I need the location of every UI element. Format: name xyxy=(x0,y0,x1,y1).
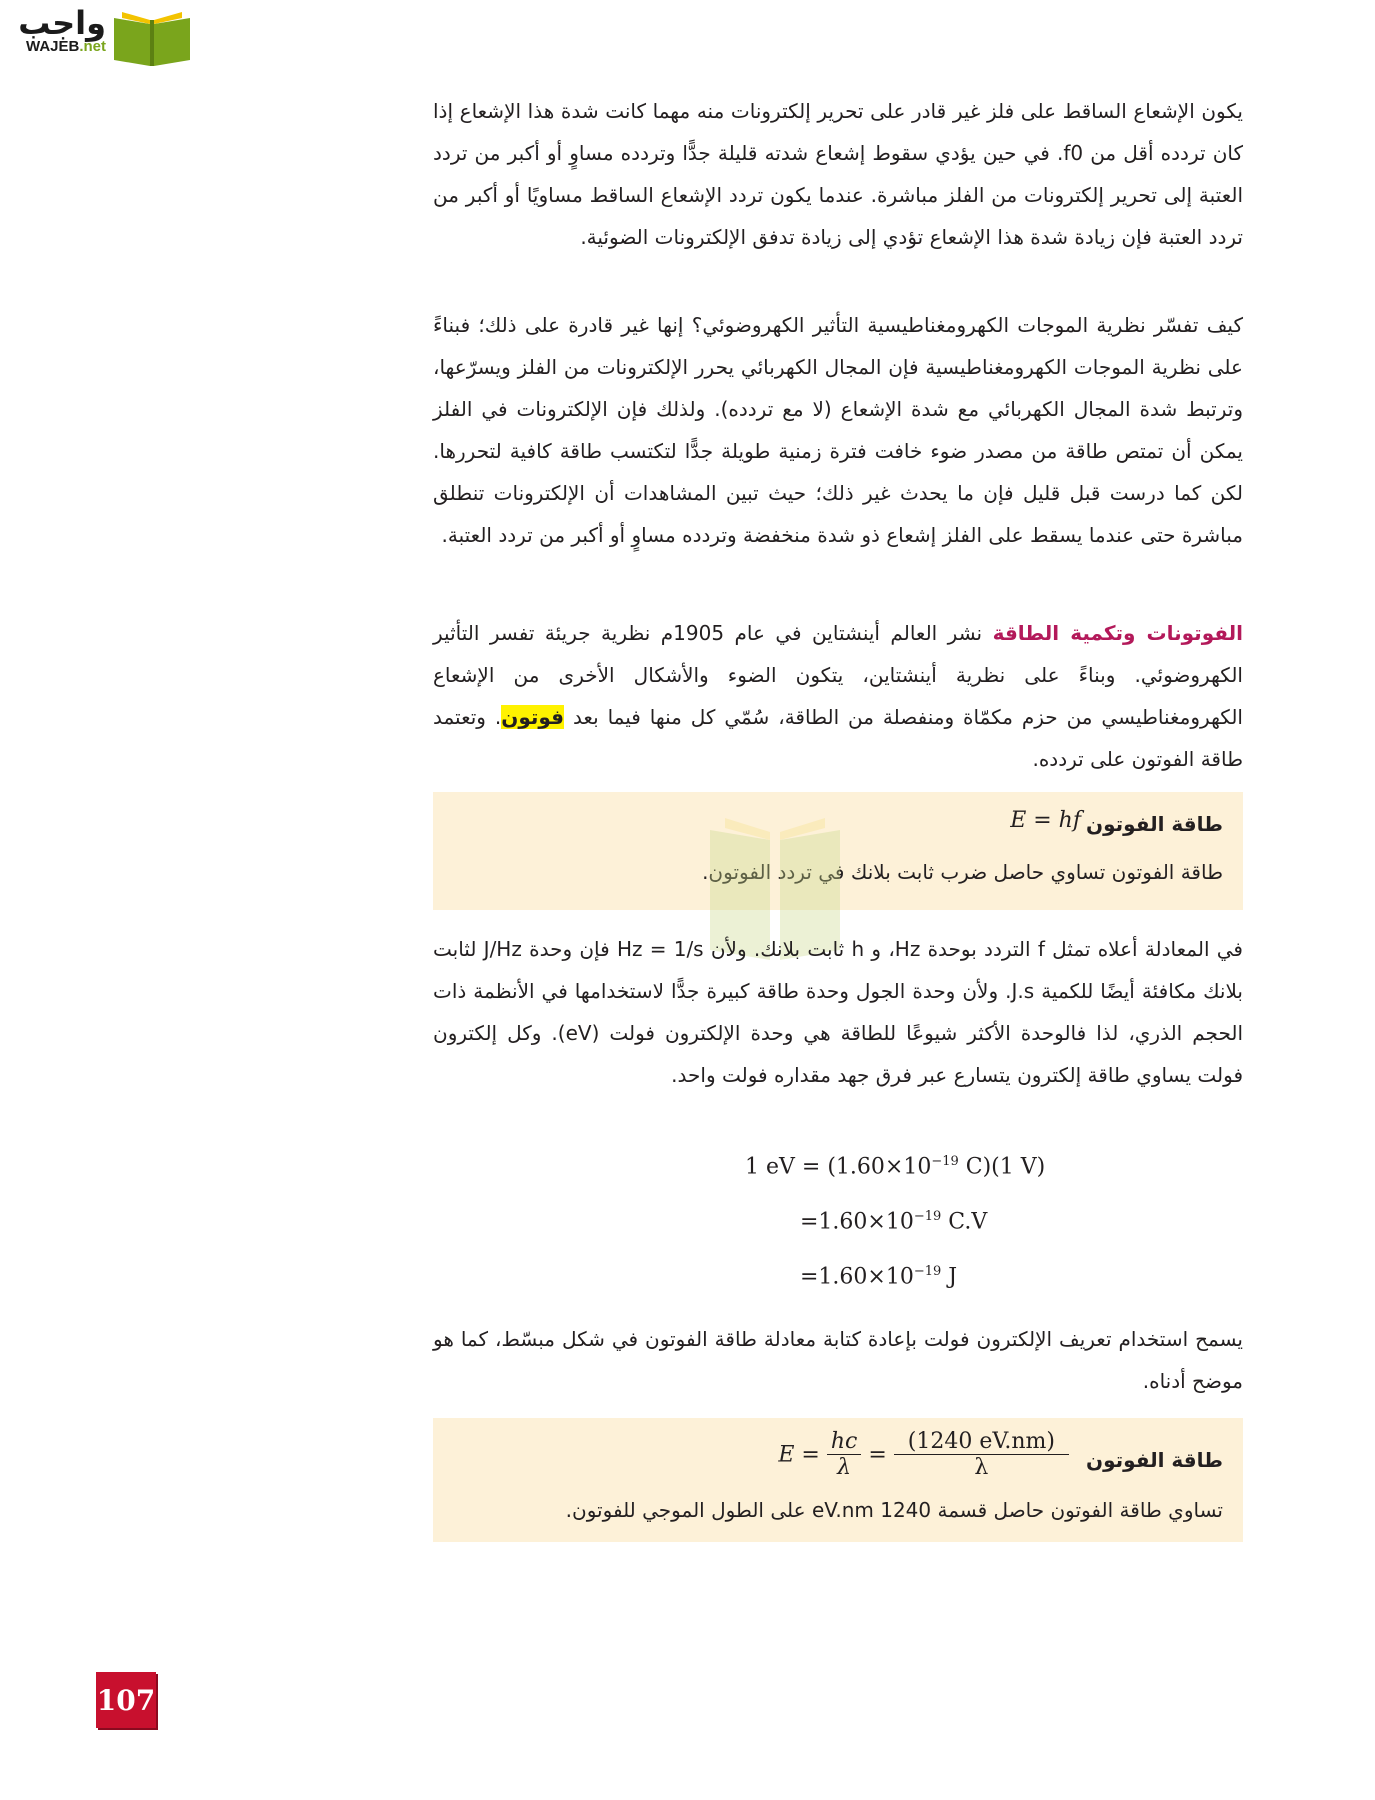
highlighted-term: فوتون xyxy=(501,705,565,729)
equation-description: تساوي طاقة الفوتون حاصل قسمة 1240 eV.nm على الطول الموجي للفوتون. xyxy=(565,1498,1223,1522)
paragraph-units xyxy=(433,928,1243,1096)
logo-wordmark xyxy=(8,6,106,55)
equation-description: طاقة الفوتون تساوي حاصل ضرب ثابت بلانك في تردد الفوتون. xyxy=(702,860,1223,884)
equation-ev-line3: $=1.60\times 10^{-19}$ J xyxy=(800,1264,958,1290)
equation-box-photon-energy xyxy=(433,792,1243,910)
logo-arabic: واجب xyxy=(18,4,106,42)
fraction-hc-lambda: $\frac{hc}{\lambda}$ xyxy=(827,1430,862,1481)
paragraph-photons xyxy=(433,612,1243,780)
paragraph-text: في المعادلة أعلاه تمثل f التردد بوحدة Hz، و h ثابت بلانك. ولأن Hz = 1/s فإن وحدة J/Hz لثابت بلانك مكافئة أيضًا للكمية J.s. ولأن وحدة الجول وحدة طاقة كبيرة جدًّا لاستخدامها في الأنظمة ذات الحجم الذري، لذا فالوحدة الأكثر شيوعًا للطاقة هي وحدة الإلكترون فولت (eV). وكل إلكترون فولت يساوي طاقة إلكترون يتسارع عبر فرق جهد مقداره فولت واحد. xyxy=(433,937,1243,1087)
equation-e-hc-lambda: E = $\frac{hc}{\lambda}$ = $\frac{(1240 eV.nm)}{\lambda}$ xyxy=(778,1430,1069,1481)
equation-e-hf: E = hf xyxy=(1010,808,1081,833)
equation-label: طاقة الفوتون xyxy=(1086,812,1223,836)
paragraph-em-theory xyxy=(433,304,1243,556)
paragraph-text: الفوتونات وتكمية الطاقة نشر العالم أينشتاين في عام 1905م نظرية جريئة تفسر التأثير الكهروضوئي. وبناءً على نظرية أينشتاين، يتكون الضوء والأشكال الأخرى من الإشعاع الكهرومغناطيسي من حزم مكمّاة ومنفصلة من الطاقة، سُمّي كل منها فيما بعد فوتون. وتعتمد طاقة الفوتون على تردده. xyxy=(433,621,1243,771)
site-logo[interactable] xyxy=(8,6,193,70)
section-heading: الفوتونات وتكمية الطاقة xyxy=(992,621,1243,645)
paragraph-text: يكون الإشعاع الساقط على فلز غير قادر على تحرير إلكترونات منه مهما كانت شدة هذا الإشعاع إذا كان تردده أقل من f0. في حين يؤدي سقوط إشعاع شدته قليلة جدًّا وتردده مساوٍ أو أكبر من تردد العتبة إلى تحرير إلكترونات من الفلز مباشرة. عندما يكون تردد الإشعاع الساقط مساويًا أو أكبر من تردد العتبة فإن زيادة شدة هذا الإشعاع تؤدي إلى زيادة تدفق الإلكترونات الضوئية. xyxy=(433,99,1244,249)
equation-label: طاقة الفوتون xyxy=(1086,1448,1223,1472)
logo-latin: WAJEB.net xyxy=(25,38,106,55)
paragraph-text: كيف تفسّر نظرية الموجات الكهرومغناطيسية التأثير الكهروضوئي؟ إنها غير قادرة على ذلك؛ فبناءً على نظرية الموجات الكهرومغناطيسية فإن المجال الكهربائي يحرر الإلكترونات من الفلز ويسرّعها، وترتبط شدة المجال الكهربائي مع شدة الإشعاع (لا مع تردده). ولذلك فإن الإلكترونات في الفلز يمكن أن تمتص طاقة من مصدر ضوء خافت فترة زمنية طويلة جدًّا لتكتسب طاقة كافية لتحررها. لكن كما درست قبل قليل فإن ما يحدث غير ذلك؛ حيث تبين المشاهدات أن الإلكترونات تنطلق مباشرة حتى عندما يسقط على الفلز إشعاع ذو شدة منخفضة وتردده مساوٍ أو أكبر من تردد العتبة. xyxy=(433,313,1243,547)
fraction-1240-lambda: $\frac{(1240 eV.nm)}{\lambda}$ xyxy=(894,1430,1069,1481)
paragraph-ev-definition xyxy=(433,1318,1243,1402)
equation-ev-line1: 1 eV = ($1.60\times 10^{-19}$ C)(1 V) xyxy=(745,1154,1046,1180)
page-number-badge: 107 xyxy=(96,1672,156,1728)
paragraph-threshold xyxy=(433,90,1243,258)
book-icon xyxy=(112,10,192,68)
equation-box-photon-energy-ev xyxy=(433,1418,1243,1542)
equation-ev-line2: $=1.60\times 10^{-19}$ C.V xyxy=(800,1209,988,1235)
paragraph-text: يسمح استخدام تعريف الإلكترون فولت بإعادة كتابة معادلة طاقة الفوتون في شكل مبسّط، كما هو موضح أدناه. xyxy=(433,1327,1243,1393)
